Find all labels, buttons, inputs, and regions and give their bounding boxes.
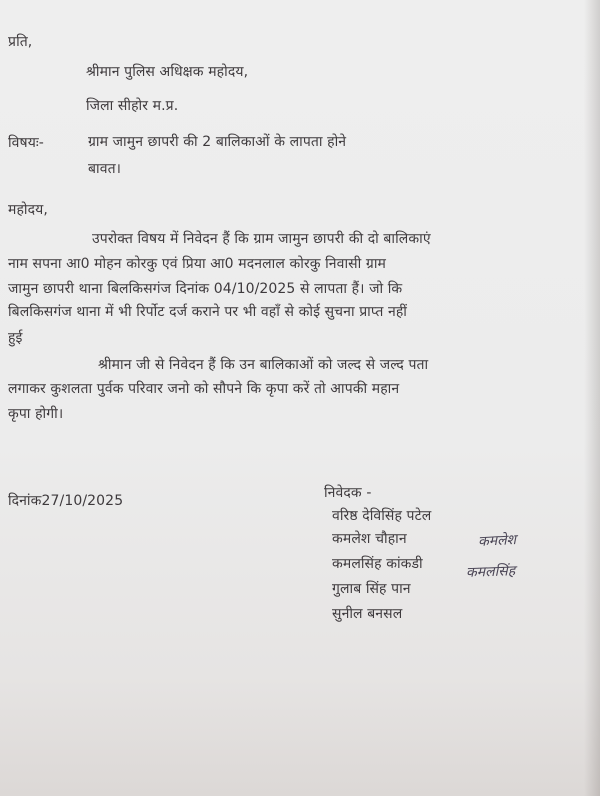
applicant-4: गुलाब सिंह पान <box>332 581 411 597</box>
applicant-2: कमलेश चौहान <box>332 531 407 547</box>
applicant-label: निवेदक - <box>324 485 372 501</box>
applicant-3: कमलसिंह कांकडी <box>332 556 423 572</box>
district-line: जिला सीहोर म.प्र. <box>86 98 179 114</box>
salutation: महोदय, <box>8 202 48 218</box>
signature-kamalsingh: कमलसिंह <box>465 563 516 581</box>
para1-line-1: उपरोक्त विषय में निवेदन हैं कि ग्राम जामुन छापरी की दो बालिकाएं <box>92 231 431 247</box>
para2-line-1: श्रीमान जी से निवेदन हैं कि उन बालिकाओं को जल्द से जल्द पता <box>98 357 429 373</box>
para1-line-3: जामुन छापरी थाना बिलकिसगंज दिनांक 04/10/2025 से लापता हैं। जो कि <box>8 281 403 297</box>
para1-line-2: नाम सपना आ0 मोहन कोरकु एवं प्रिया आ0 मदनलाल कोरकु निवासी ग्राम <box>8 256 387 272</box>
to-label: प्रति, <box>8 34 33 50</box>
para1-line-4: बिलकिसगंज थाना में भी रिर्पोट दर्ज कराने पर भी वहाँ से कोई सुचना प्राप्त नहीं <box>8 304 407 320</box>
subject-label: विषयः- <box>8 135 44 151</box>
addressee: श्रीमान पुलिस अधिक्षक महोदय, <box>86 64 249 80</box>
letter-date: दिनांक27/10/2025 <box>8 493 124 509</box>
applicant-1: वरिष्ठ देविसिंह पटेल <box>332 508 432 524</box>
para2-line-3: कृपा होगी। <box>8 406 64 422</box>
applicant-5: सुनील बनसल <box>332 606 403 622</box>
para2-line-2: लगाकर कुशलता पुर्वक परिवार जनो को सौपने कि कृपा करें तो आपकी महान <box>8 381 400 397</box>
signature-kamlesh: कमलेश <box>477 532 517 550</box>
subject-line-2: बावत। <box>88 161 122 177</box>
page-edge-shadow <box>584 0 600 796</box>
subject-line-1: ग्राम जामुन छापरी की 2 बालिकाओं के लापता होने <box>88 134 347 150</box>
para1-line-5: हुई <box>8 330 23 346</box>
